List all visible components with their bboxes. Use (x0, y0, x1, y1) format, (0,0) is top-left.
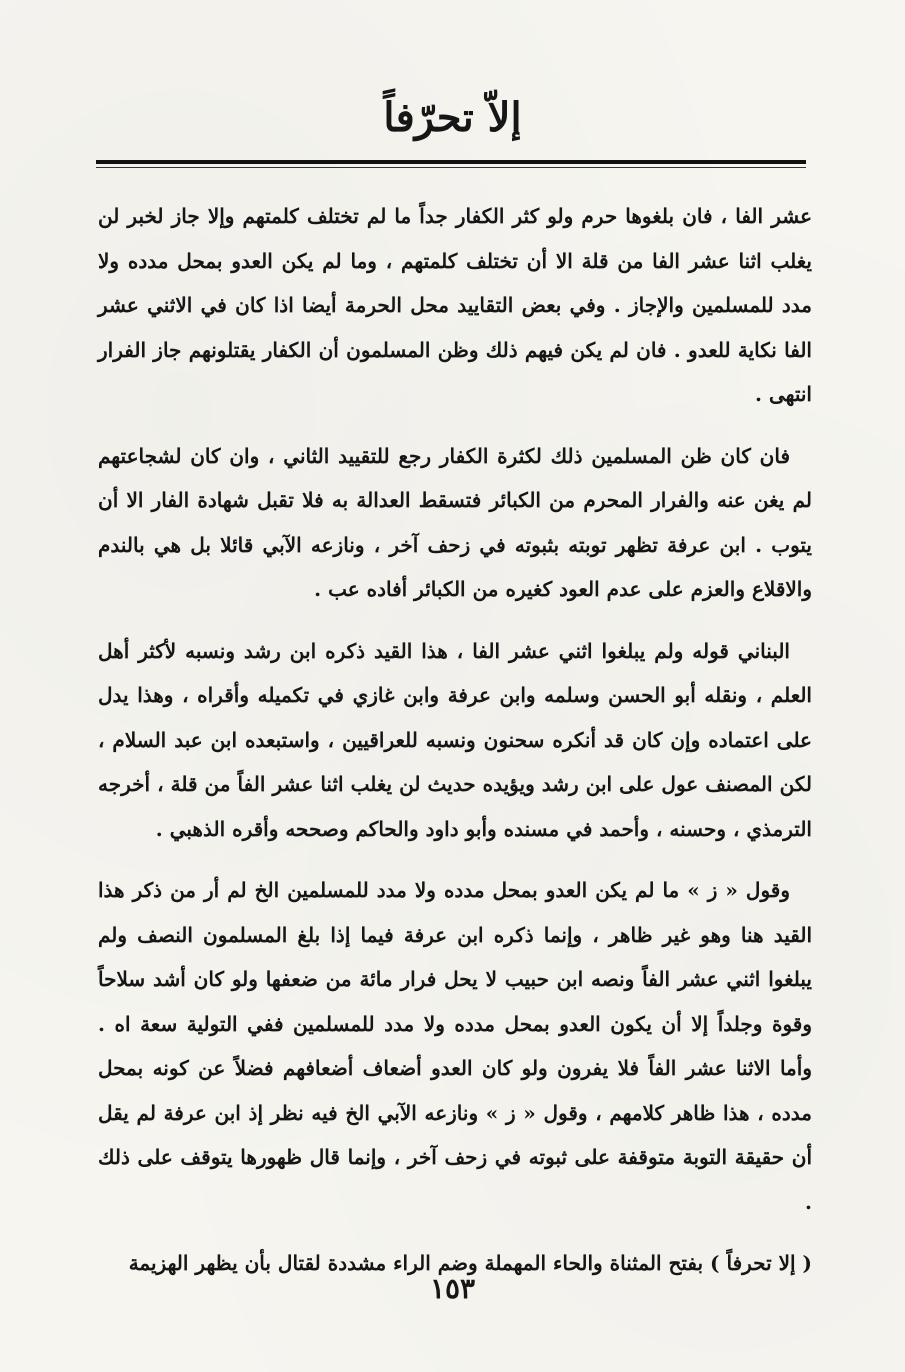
header-rule (96, 160, 806, 164)
paragraph: ( إلا تحرفاً ) بفتح المثناة والحاء المهملة وضم الراء مشددة لقتال بأن يظهر الهزيمة (128, 1251, 812, 1275)
page-header-title: إلاّ تحرّفاً (383, 94, 522, 141)
header-rule-thin (96, 167, 806, 168)
paragraph: عشر الفا ، فان بلغوها حرم ولو كثر الكفار جداً ما لم تختلف كلمتهم وإلا جاز لخبر لن يغلب اثنا عشر الفا من قلة الا أن تختلف كلمتهم ، وما لم يكن العدو بمحل مدده ولا مدد للمسلمين والإجاز . وفي بعض التقاييد محل الحرمة أيضا اذا كان في الاثني عشر الفا نكاية للعدو . فان لم يكن فيهم ذلك وظن المسلمون أن الكفار يقتلونهم جاز الفرار انتهى . (98, 204, 812, 406)
paragraph: البناني قوله ولم يبلغوا اثني عشر الفا ، هذا القيد ذكره ابن رشد ونسبه لأكثر أهل العلم ، ونقله أبو الحسن وسلمه وابن عرفة وابن غازي في تكميله وأقراه ، وهذا يدل على اعتماده وإن كان قد أنكره سحنون ونسبه للعراقيين ، واستبعده ابن عبد السلام ، لكن المصنف عول على ابن رشد ويؤيده حديث لن يغلب اثنا عشر الفاً من قلة ، أخرجه الترمذي ، وحسنه ، وأحمد في مسنده وأبو داود والحاكم وصححه وأقره الذهبي . (98, 638, 812, 841)
paragraph: وقول « ز » ما لم يكن العدو بمحل مدده ولا مدد للمسلمين الخ لم أر من ذكر هذا القيد هنا وهو غير ظاهر ، وإنما ذكره ابن عرفة فيما إذا بلغ المسلمون النصف ولم يبلغوا اثني عشر الفاً ونصه ابن حبيب لا يحل فرار مائة من ضعفها ولو كان أشد سلاحاً وقوة وجلداً إلا أن يكون العدو بمحل مدده ولا مدد للمسلمين ففي التولية سعة اه . وأما الاثنا عشر الفاً فلا يفرون ولو كان العدو أضعاف أضعافهم فضلاً عن كونه بمحل مدده ، هذا ظاهر كلامهم ، وقول « ز » ونازعه الآبي الخ فيه نظر إذ ابن عرفة لم يقل أن حقيقة التوبة متوقفة على ثبوته في زحف آخر ، وإنما قال ظهورها يتوقف على ذلك . (98, 878, 812, 1214)
page-number: ١٥٣ (429, 1272, 476, 1305)
body-text (98, 194, 812, 1303)
paragraph: فان كان ظن المسلمين ذلك لكثرة الكفار رجع للتقييد الثاني ، وان كان لشجاعتهم لم يغن عنه والفرار المحرم من الكبائر فتسقط العدالة به فلا تقبل شهادة الفار الا أن يتوب . ابن عرفة تظهر توبته بثبوته في زحف آخر ، ونازعه الآبي قائلا بل هي بالندم والاقلاع والعزم على عدم العود كغيره من الكبائر أفاده عب . (98, 443, 812, 601)
